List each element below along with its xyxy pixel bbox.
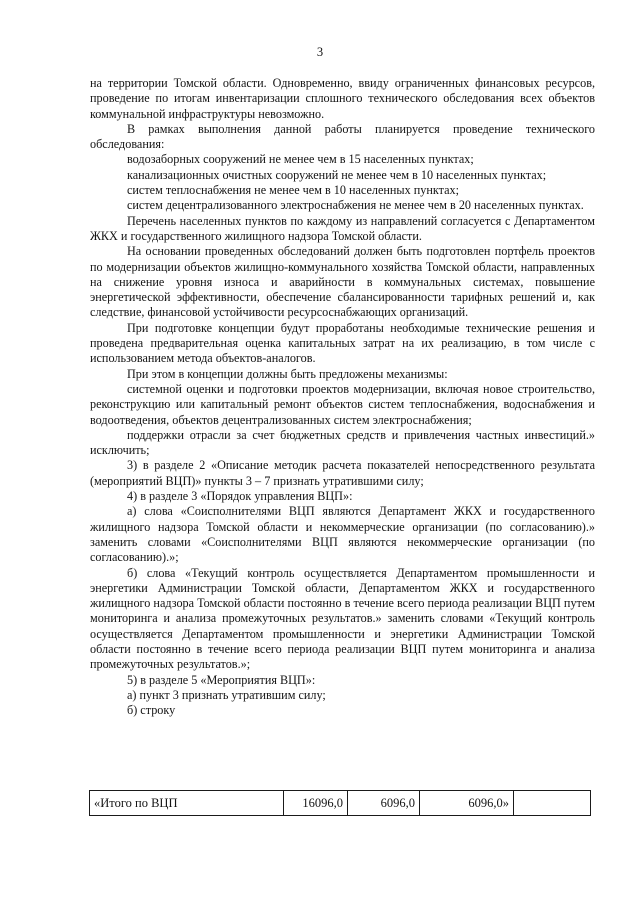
document-body bbox=[90, 76, 595, 718]
paragraph-8: При подготовке концепции будут проработаны необходимые технические решения и проведена предварительная оценка капитальных затрат на их реализацию, в том числе с использованием метода объектов-аналогов. bbox=[90, 320, 595, 366]
table-cell-value: 6096,0 bbox=[348, 791, 420, 816]
paragraph-4: систем теплоснабжения не менее чем в 10 населенных пунктах; bbox=[127, 183, 460, 198]
paragraph-11: поддержки отрасли за счет бюджетных средств и привлечения частных инвестиций.» исключить; bbox=[90, 427, 595, 458]
paragraph-2: водозаборных сооружений не менее чем в 15 населенных пунктах; bbox=[127, 152, 474, 167]
table-cell-label: «Итого по ВЦП bbox=[90, 791, 284, 816]
table-row bbox=[90, 791, 591, 816]
paragraph-7: На основании проведенных обследований должен быть подготовлен портфель проектов по модернизации объектов жилищно-коммунального хозяйства Томской области, направленных на снижение уровня износа и аварийности в коммунальных системах, повышение энергетической эффективности, обеспечение сбалансированности тарифных решений и, как следствие, финансовой устойчивости ресурсоснабжающих организаций. bbox=[90, 244, 595, 320]
table-cell-empty bbox=[514, 791, 591, 816]
table-cell-value: 6096,0» bbox=[420, 791, 514, 816]
paragraph-0: на территории Томской области. Одновременно, ввиду ограниченных финансовых ресурсов, проведение по итогам инвентаризации сплошного технического обследования всех объектов коммунальной инфраструктуры невозможно. bbox=[90, 76, 595, 121]
paragraph-17: а) пункт 3 признать утратившим силу; bbox=[127, 687, 326, 702]
paragraph-15: б) слова «Текущий контроль осуществляется Департаментом промышленности и энергетики Администрации Томской области, Департаментом ЖКХ и государственного жилищного надзора Томской области постоянно в течение всего периода реализации ВЦП путем мониторинга и анализа промежуточных результатов.» заменить словами «Текущий контроль осуществляется Департаментом промышленности и энергетики Администрации Томской области постоянно в течение всего периода реализации ВЦП путем мониторинга и анализа промежуточных результатов.»; bbox=[90, 565, 595, 672]
paragraph-9: При этом в концепции должны быть предложены механизмы: bbox=[127, 366, 448, 381]
paragraph-6: Перечень населенных пунктов по каждому из направлений согласуется с Департаментом ЖКХ и государственного жилищного надзора Томской области. bbox=[90, 213, 595, 243]
budget-table bbox=[89, 790, 591, 816]
paragraph-13: 4) в разделе 3 «Порядок управления ВЦП»: bbox=[127, 489, 353, 504]
paragraph-16: 5) в разделе 5 «Мероприятия ВЦП»: bbox=[127, 672, 316, 687]
table-cell-total: 16096,0 bbox=[284, 791, 348, 816]
paragraph-1: В рамках выполнения данной работы планируется проведение технического обследования: bbox=[90, 121, 595, 152]
paragraph-5: систем децентрализованного электроснабжения не менее чем в 20 населенных пунктах. bbox=[127, 198, 584, 213]
paragraph-18: б) строку bbox=[127, 703, 176, 718]
paragraph-14: а) слова «Соисполнителями ВЦП являются Департамент ЖКХ и государственного жилищного надзора Томской области и некоммерческие организации (по согласованию).» заменить словами «Соисполнителями ВЦП являются некоммерческие организации (по согласованию).»; bbox=[90, 504, 595, 565]
paragraph-10: системной оценки и подготовки проектов модернизации, включая новое строительство, реконструкцию или капитальный ремонт объектов систем теплоснабжения, водоснабжения и водоотведения, объектов децентрализованных систем электроснабжения; bbox=[90, 381, 595, 427]
paragraph-12: 3) в разделе 2 «Описание методик расчета показателей непосредственного результата (мероприятий ВЦП)» пункты 3 – 7 признать утратившими силу; bbox=[90, 458, 595, 488]
paragraph-3: канализационных очистных сооружений не менее чем в 10 населенных пунктах; bbox=[127, 167, 547, 182]
page-number: 3 bbox=[316, 45, 324, 59]
